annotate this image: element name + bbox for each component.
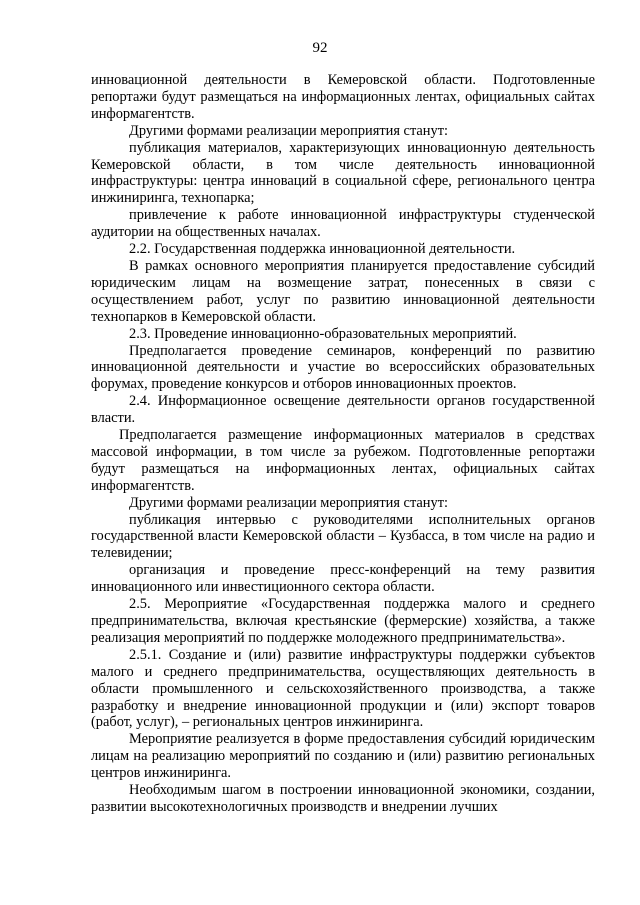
paragraph: Предполагается проведение семинаров, конференций по развитию инновационной деятельности и участие во всероссийских образовательных форумах, проведение конкурсов и отборов инновационных проектов. [91, 342, 595, 393]
paragraph: Необходимым шагом в построении инновационной экономики, создании, развитии высокотехнологичных производств и внедрении лучших [91, 782, 595, 815]
list-item: публикация интервью с руководителями исполнительных органов государственной власти Кемеровской области – Кузбасса, в том числе на радио и телевидении; [91, 511, 595, 562]
paragraph: Другими формами реализации мероприятия станут: [129, 122, 448, 139]
section-heading: 2.2. Государственная поддержка инновационной деятельности. [129, 241, 516, 258]
paragraph-continuation: инновационной деятельности в Кемеровской области. Подготовленные репортажи будут размещаться на информационных лентах, официальных сайтах информагентств. [91, 72, 595, 122]
paragraph: Другими формами реализации мероприятия станут: [129, 494, 448, 511]
list-item: привлечение к работе инновационной инфраструктуры студенческой аудитории на общественных началах. [91, 207, 595, 241]
list-item: организация и проведение пресс-конференций на тему развития инновационного или инвестиционного сектора области. [91, 562, 595, 596]
section-heading: 2.5. Мероприятие «Государственная поддержка малого и среднего предпринимательства, включая крестьянские (фермерские) хозяйства, а также реализация мероприятий по поддержке молодежного предпринимательства». [91, 596, 595, 646]
page-number: 92 [312, 40, 328, 56]
list-item: публикация материалов, характеризующих инновационную деятельность Кемеровской области, в том числе деятельность инновационной инфраструктуры: центра инноваций в социальной сфере, регионального центра инжиниринга, технопарка; [91, 139, 595, 207]
section-heading: 2.3. Проведение инновационно-образовательных мероприятий. [129, 325, 517, 342]
paragraph: Предполагается размещение информационных материалов в средствах массовой информации, в том числе за рубежом. Подготовленные репортажи будут размещаться на информационных лентах, официальных сайтах информагентств. [91, 427, 595, 494]
paragraph: Мероприятие реализуется в форме предоставления субсидий юридическим лицам на реализацию мероприятий по созданию и (или) развитию региональных центров инжиниринга. [91, 731, 595, 782]
section-heading: 2.5.1. Создание и (или) развитие инфраструктуры поддержки субъектов малого и среднего предпринимательства, осуществляющих деятельность в области промышленного и сельскохозяйственного производства, а также разработку и внедрение инновационной продукции и (или) экспорт товаров (работ, услуг), – региональных центров инжиниринга. [91, 646, 595, 731]
section-heading: 2.4. Информационное освещение деятельности органов государственной власти. [91, 393, 595, 427]
document-body [91, 72, 595, 816]
paragraph: В рамках основного мероприятия планируется предоставление субсидий юридическим лицам на возмещение затрат, понесенных в связи с осуществлением работ, услуг по развитию инновационной деятельности технопарков в Кемеровской области. [91, 257, 595, 325]
